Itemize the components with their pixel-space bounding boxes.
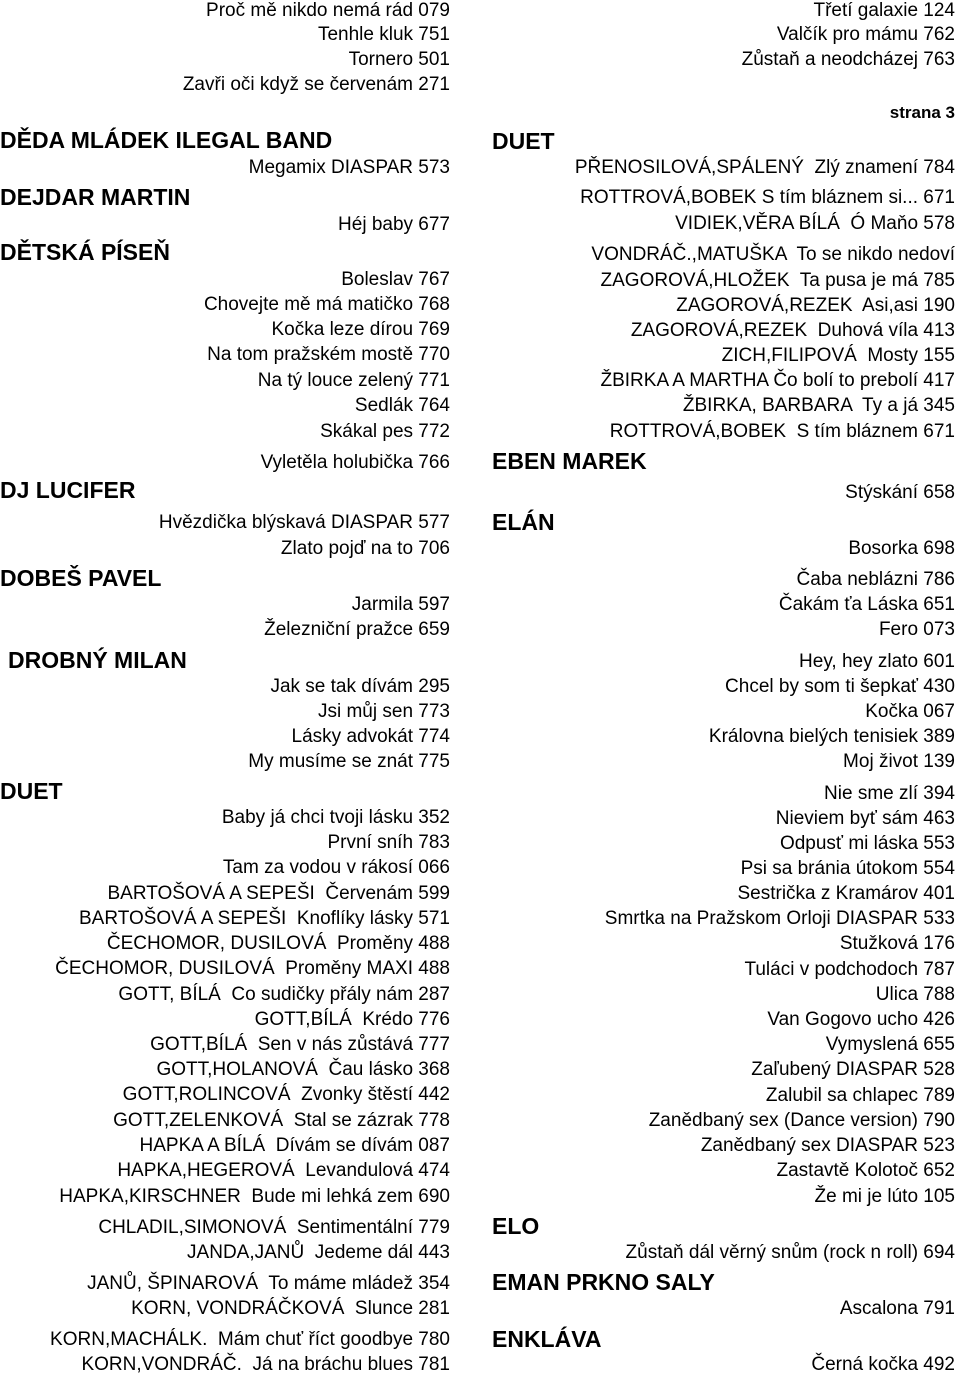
- song-entry: ZAGOROVÁ,HLOŽEK Ta pusa je má 785: [600, 270, 955, 291]
- song-entry: My musíme se znát 775: [248, 751, 450, 772]
- song-entry: GOTT,BÍLÁ Sen v nás zůstává 777: [150, 1034, 450, 1055]
- song-entry: Fero 073: [878, 619, 955, 640]
- song-entry: KORN,VONDRÁČ. Já na bráchu blues 781: [81, 1354, 450, 1375]
- song-entry: Vyletěla holubička 766: [260, 452, 450, 473]
- song-entry: Chovejte mě má matičko 768: [203, 294, 450, 315]
- song-entry: VONDRÁČ.,MATUŠKA To se nikdo nedoví: [591, 244, 955, 265]
- song-entry: CHLADIL,SIMONOVÁ Sentimentální 779: [98, 1217, 450, 1238]
- song-entry: GOTT,BÍLÁ Krédo 776: [254, 1009, 450, 1030]
- song-entry: Stužková 176: [839, 933, 955, 954]
- song-entry: Ulica 788: [875, 984, 955, 1005]
- song-entry: Tam za vodou v rákosí 066: [222, 857, 450, 878]
- page-number: strana 3: [889, 103, 955, 122]
- song-entry: Baby já chci tvoji lásku 352: [221, 807, 450, 828]
- song-entry: Sedlák 764: [354, 395, 450, 416]
- song-entry: Van Gogovo ucho 426: [767, 1009, 955, 1030]
- song-entry: KORN,MACHÁLK. Mám chuť říct goodbye 780: [50, 1329, 450, 1350]
- song-entry: Jarmila 597: [351, 594, 450, 615]
- song-entry: GOTT, BÍLÁ Co sudičky přály nám 287: [118, 984, 450, 1005]
- song-entry: ROTTROVÁ,BOBEK S tím bláznem si... 671: [580, 187, 955, 208]
- song-entry: Černá kočka 492: [811, 1354, 955, 1375]
- artist-heading: EMAN PRKNO SALY: [492, 1269, 715, 1295]
- artist-heading: DUET: [0, 778, 63, 804]
- song-entry: GOTT,HOLANOVÁ Čau lásko 368: [156, 1059, 450, 1080]
- song-entry: HAPKA,KIRSCHNER Bude mi lehká zem 690: [59, 1186, 450, 1207]
- song-entry: Odpusť mi láska 553: [779, 833, 955, 854]
- song-entry: ZAGOROVÁ,REZEK Asi,asi 190: [676, 295, 955, 316]
- song-entry: Jak se tak dívám 295: [270, 676, 450, 697]
- song-entry: Hvězdička blýskavá DIASPAR 577: [158, 512, 450, 533]
- artist-heading: ELO: [492, 1213, 540, 1239]
- song-entry: Čakám ťa Láska 651: [778, 594, 955, 615]
- song-entry: Skákal pes 772: [320, 421, 450, 442]
- song-entry: Megamix DIASPAR 573: [248, 157, 450, 178]
- song-entry: Zaľubený DIASPAR 528: [751, 1059, 955, 1080]
- song-entry: Zůstaň dál věrný snům (rock n roll) 694: [625, 1242, 955, 1263]
- song-entry: HAPKA,HEGEROVÁ Levandulová 474: [117, 1160, 450, 1181]
- song-entry: Nie sme zlí 394: [824, 783, 955, 804]
- song-entry: Ascalona 791: [839, 1298, 955, 1319]
- song-entry: Stýskání 658: [845, 482, 955, 503]
- song-entry: Čaba neblázni 786: [796, 569, 955, 590]
- song-entry: Nieviem byť sám 463: [775, 808, 955, 829]
- song-entry: ZAGOROVÁ,REZEK Duhová víla 413: [630, 320, 955, 341]
- song-entry: Héj baby 677: [338, 214, 450, 235]
- song-entry: GOTT,ZELENKOVÁ Stal se zázrak 778: [113, 1110, 450, 1131]
- song-entry: Sestrička z Kramárov 401: [737, 883, 955, 904]
- song-entry: BARTOŠOVÁ A SEPEŠI Knoflíky lásky 571: [78, 908, 450, 929]
- artist-heading: ELÁN: [492, 509, 555, 535]
- song-entry: Zalubil sa chlapec 789: [765, 1085, 955, 1106]
- artist-heading: DUET: [492, 128, 555, 154]
- song-entry: Zanědbaný sex DIASPAR 523: [700, 1135, 955, 1156]
- song-entry: Na tý louce zelený 771: [257, 370, 450, 391]
- song-entry: Zastavtě Kolotoč 652: [776, 1160, 955, 1181]
- song-entry: HAPKA A BÍLÁ Dívám se dívám 087: [139, 1135, 450, 1156]
- song-entry: Na tom pražském mostě 770: [207, 344, 450, 365]
- song-entry: Zlato pojď na to 706: [280, 538, 450, 559]
- song-entry: Smrtka na Pražskom Orloji DIASPAR 533: [604, 908, 955, 929]
- artist-heading: DĚTSKÁ PÍSEŇ: [0, 239, 170, 265]
- song-entry: Tuláci v podchodoch 787: [744, 959, 955, 980]
- song-entry: Vymyslená 655: [825, 1034, 955, 1055]
- artist-heading: DROBNÝ MILAN: [8, 647, 187, 673]
- song-entry: ROTTROVÁ,BOBEK S tím bláznem 671: [609, 421, 955, 442]
- artist-heading: DĚDA MLÁDEK ILEGAL BAND: [0, 127, 333, 153]
- artist-heading: DEJDAR MARTIN: [0, 184, 191, 210]
- artist-heading: DJ LUCIFER: [0, 477, 136, 503]
- song-entry: Bosorka 698: [848, 538, 955, 559]
- song-entry: První sníh 783: [327, 832, 450, 853]
- song-entry: Boleslav 767: [341, 269, 450, 290]
- song-entry: Proč mě nikdo nemá rád 079: [206, 0, 450, 21]
- song-entry: Chcel by som ti šepkať 430: [725, 676, 955, 697]
- song-entry: Třetí galaxie 124: [813, 0, 955, 21]
- song-entry: Kočka leze dírou 769: [271, 319, 450, 340]
- song-entry: Zanědbaný sex (Dance version) 790: [648, 1110, 955, 1131]
- song-entry: BARTOŠOVÁ A SEPEŠI Červenám 599: [107, 883, 450, 904]
- artist-heading: DOBEŠ PAVEL: [0, 565, 162, 591]
- song-entry: ŽBIRKA, BARBARA Ty a já 345: [682, 395, 955, 416]
- artist-heading: EBEN MAREK: [492, 448, 647, 474]
- song-entry: ČECHOMOR, DUSILOVÁ Proměny MAXI 488: [55, 958, 450, 979]
- song-entry: ČECHOMOR, DUSILOVÁ Proměny 488: [106, 933, 450, 954]
- artist-heading: ENKLÁVA: [492, 1326, 602, 1352]
- song-entry: VIDIEK,VĚRA BÍLÁ Ó Maňo 578: [675, 213, 955, 234]
- song-entry: Královna bielých tenisiek 389: [708, 726, 955, 747]
- song-entry: Zavři oči když se červenám 271: [182, 74, 450, 95]
- song-entry: Železniční pražce 659: [264, 619, 450, 640]
- song-entry: Lásky advokát 774: [291, 726, 450, 747]
- song-entry: JANŮ, ŠPINAROVÁ To máme mládež 354: [87, 1273, 450, 1294]
- song-entry: Moj život 139: [843, 751, 955, 772]
- song-entry: Že mi je lúto 105: [814, 1186, 955, 1207]
- song-entry: GOTT,ROLINCOVÁ Zvonky štěstí 442: [122, 1084, 450, 1105]
- song-entry: Kočka 067: [865, 701, 955, 722]
- song-entry: ZICH,FILIPOVÁ Mosty 155: [721, 345, 955, 366]
- song-entry: Valčík pro mámu 762: [776, 24, 955, 45]
- song-entry: ŽBIRKA A MARTHA Čo bolí to prebolí 417: [600, 370, 955, 391]
- song-entry: Tornero 501: [348, 49, 450, 70]
- song-entry: Jsi můj sen 773: [317, 701, 450, 722]
- song-entry: Hey, hey zlato 601: [799, 651, 955, 672]
- song-entry: JANDA,JANŮ Jedeme dál 443: [187, 1242, 450, 1263]
- song-entry: PŘENOSILOVÁ,SPÁLENÝ Zlý znamení 784: [574, 157, 955, 178]
- song-entry: KORN, VONDRÁČKOVÁ Slunce 281: [131, 1298, 450, 1319]
- song-entry: Zůstaň a neodcházej 763: [741, 49, 955, 70]
- song-entry: Psi sa bránia útokom 554: [740, 858, 955, 879]
- song-entry: Tenhle kluk 751: [317, 24, 450, 45]
